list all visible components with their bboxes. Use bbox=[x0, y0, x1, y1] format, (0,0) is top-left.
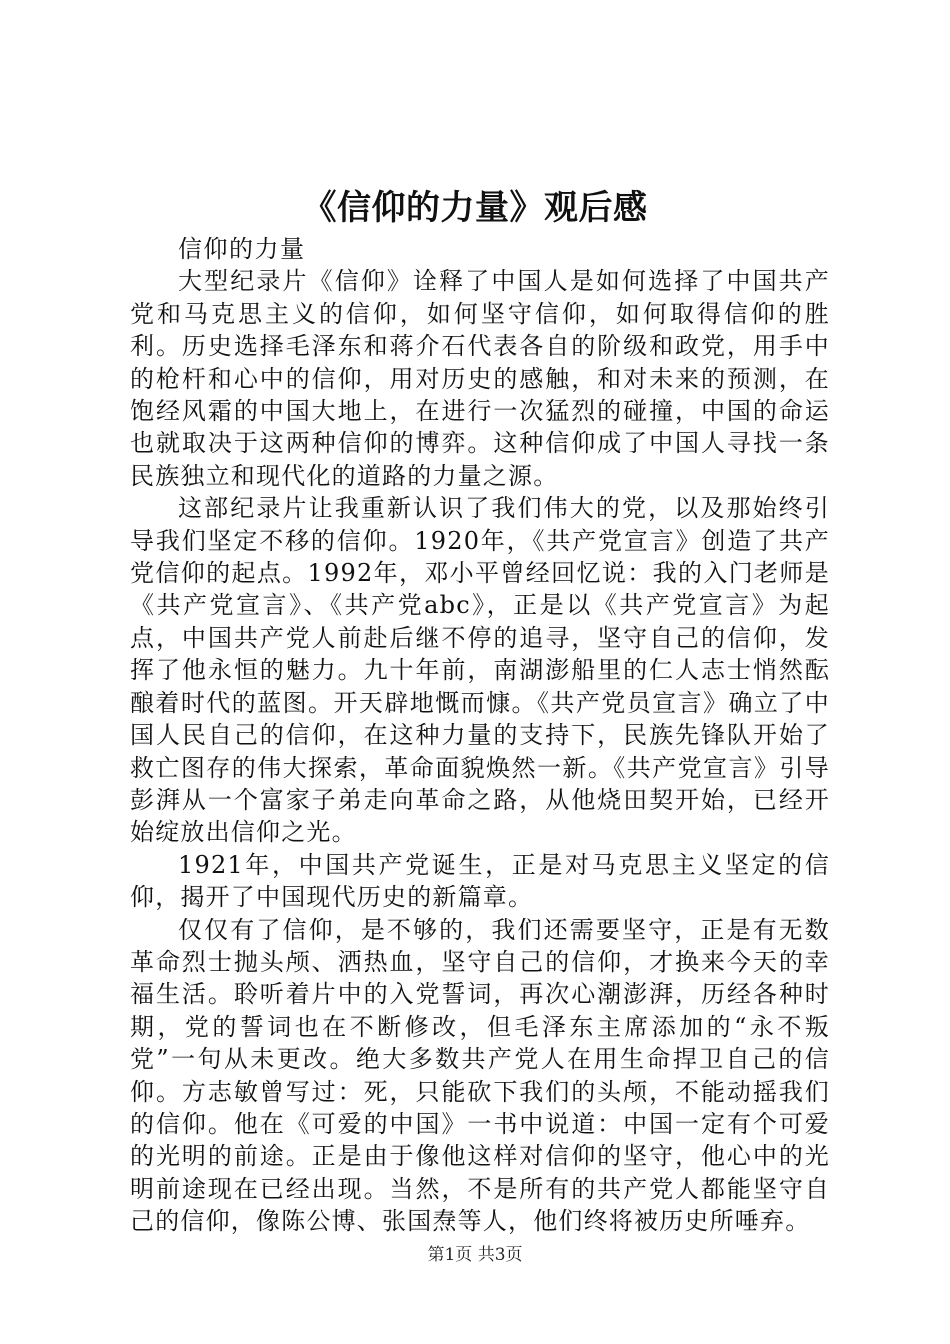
body-paragraph: 1921年，中国共产党诞生，正是对马克思主义坚定的信仰，揭开了中国现代历史的新篇章。 bbox=[130, 850, 830, 912]
document-body bbox=[130, 233, 830, 1238]
body-paragraph: 大型纪录片《信仰》诠释了中国人是如何选择了中国共产党和马克思主义的信仰，如何坚守信仰，如何取得信仰的胜利。历史选择毛泽东和蒋介石代表各自的阶级和政党，用手中的枪杆和心中的信仰，用对历史的感触，和对未来的预测，在饱经风霜的中国大地上，在进行一次猛烈的碰撞，中国的命运也就取决于这两种信仰的博弈。这种信仰成了中国人寻找一条民族独立和现代化的道路的力量之源。 bbox=[130, 267, 830, 490]
body-paragraph: 仅仅有了信仰，是不够的，我们还需要坚守，正是有无数革命烈士抛头颅、洒热血，坚守自己的信仰，才换来今天的幸福生活。聆听着片中的入党誓词，再次心潮澎湃，历经各种时期，党的誓词也在不断修改，但毛泽东主席添加的“永不叛党”一句从未更改。绝大多数共产党人在用生命捍卫自己的信仰。方志敏曾写过：死，只能砍下我们的头颅，不能动摇我们的信仰。他在《可爱的中国》一书中说道：中国一定有个可爱的光明的前途。正是由于像他这样对信仰的坚守，他心中的光明前途现在已经出现。当然，不是所有的共产党人都能坚守自己的信仰，像陈公博、张国焘等人，他们终将被历史所唾弃。 bbox=[130, 915, 830, 1236]
page-number-footer: 第1页 共3页 bbox=[427, 1245, 523, 1265]
subtitle-paragraph: 信仰的力量 bbox=[178, 235, 306, 263]
body-paragraph: 这部纪录片让我重新认识了我们伟大的党，以及那始终引导我们坚定不移的信仰。1920年，《共产党宣言》创造了共产党信仰的起点。1992年，邓小平曾经回忆说：我的入门老师是《共产党宣言》、《共产党abc》，正是以《共产党宣言》为起点，中国共产党人前赴后继不停的追寻，坚守自己的信仰，发挥了他永恒的魅力。九十年前，南湖澎船里的仁人志士悄然酝酿着时代的蓝图。开天辟地慨而慷。《共产党员宣言》确立了中国人民自己的信仰，在这种力量的支持下，民族先锋队开始了救亡图存的伟大探索，革命面貌焕然一新。《共产党宣言》引导彭湃从一个富家子弟走向革命之路，从他烧田契开始，已经开始绽放出信仰之光。 bbox=[130, 494, 830, 847]
document-title: 《信仰的力量》观后感 bbox=[302, 188, 648, 228]
